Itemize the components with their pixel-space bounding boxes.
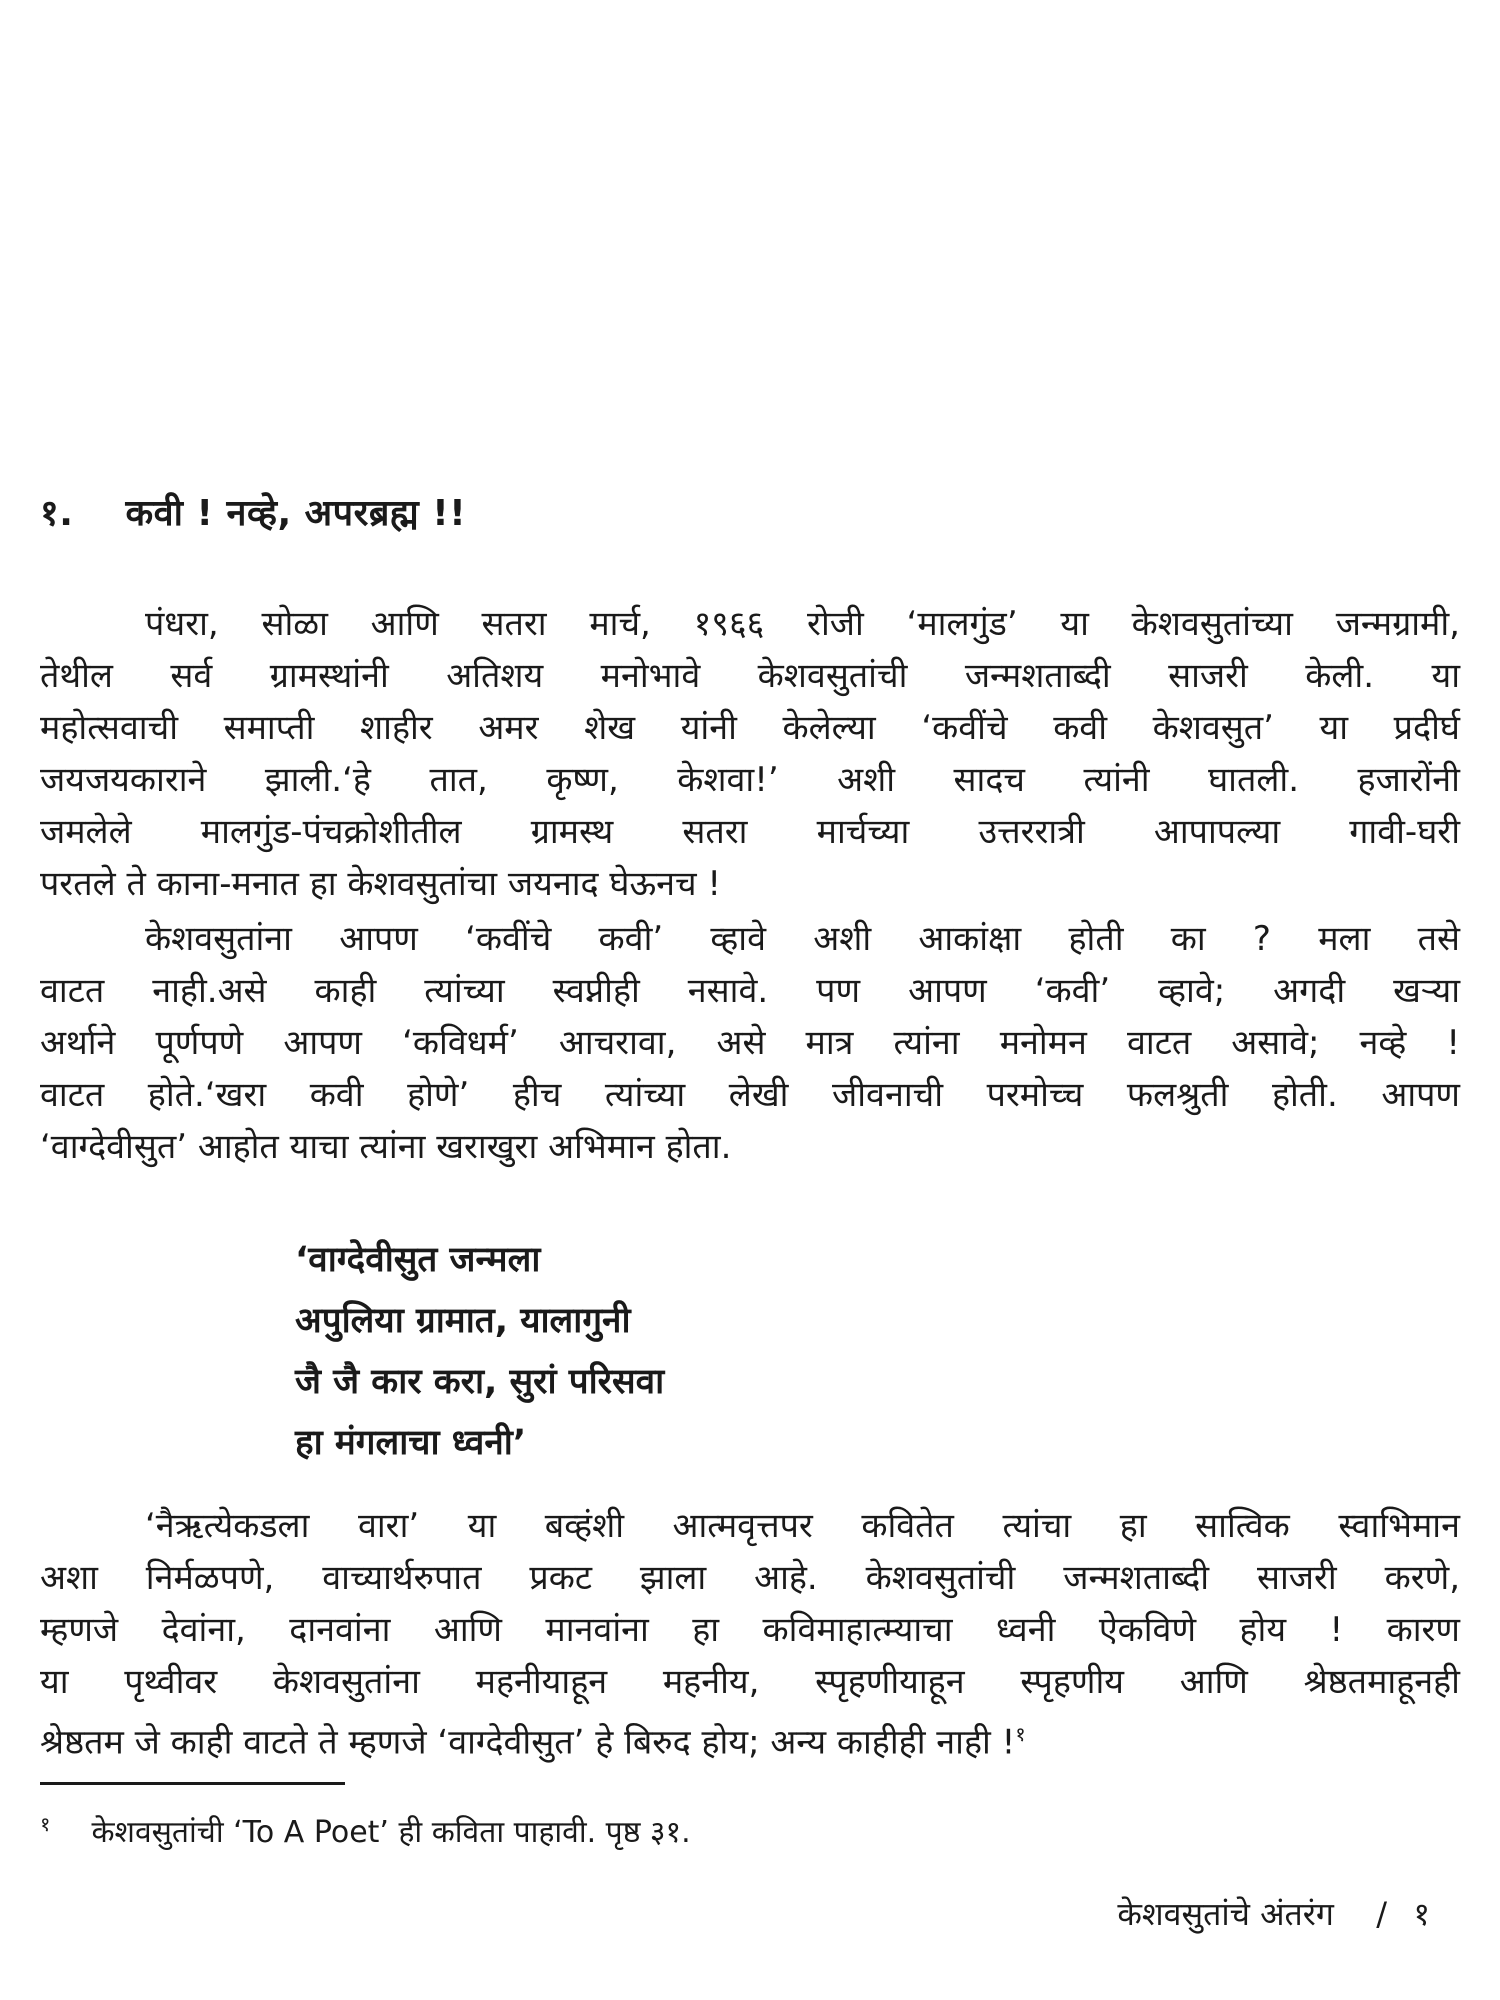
chapter-title: कवी ! नव्हे, अपरब्रह्म !! (125, 493, 467, 534)
footer-book-title: केशवसुतांचे अंतरंग (1117, 1895, 1334, 1933)
paragraph-line: या पृथ्वीवर केशवसुतांना महनीयाहून महनीय, स्पृहणीयाहून स्पृहणीय आणि श्रेष्ठतमाहूनही (40, 1662, 1460, 1702)
paragraph-line: वाटत नाही.असे काही त्यांच्या स्वप्नीही नसावे. पण आपण ‘कवी’ व्हावे; अगदी खऱ्या (40, 971, 1460, 1011)
footer-page-number: १ (1413, 1895, 1430, 1933)
chapter-heading (40, 487, 466, 536)
paragraph-line: ‘नैऋत्येकडला वारा’ या बव्हंशी आत्मवृत्तपर कवितेत त्यांचा हा सात्विक स्वाभिमान (145, 1506, 1460, 1546)
paragraph-line: जमलेले मालगुंड-पंचक्रोशीतील ग्रामस्थ सतरा मार्चच्या उत्तररात्री आपापल्या गावी-घरी (40, 812, 1460, 852)
paragraph-line-with-footnote (40, 1708, 1460, 1768)
poem-quote (295, 1230, 664, 1474)
paragraph-line: पंधरा, सोळा आणि सतरा मार्च, १९६६ रोजी ‘मालगुंड’ या केशवसुतांच्या जन्मग्रामी, (145, 604, 1460, 644)
paragraph-2 (40, 913, 1460, 1173)
paragraph-3 (40, 1500, 1460, 1768)
footnote-divider (40, 1782, 345, 1785)
paragraph-line: अर्थाने पूर्णपणे आपण ‘कविधर्म’ आचरावा, असे मात्र त्यांना मनोमन वाटत असावे; नव्हे ! (40, 1023, 1460, 1063)
book-page (40, 0, 1460, 2000)
poem-line: हा मंगलाचा ध्वनी’ (295, 1423, 527, 1463)
paragraph-line: वाटत होते.‘खरा कवी होणे’ हीच त्यांच्या लेखी जीवनाची परमोच्च फलश्रुती होती. आपण (40, 1075, 1460, 1115)
paragraph-line: अशा निर्मळपणे, वाच्यार्थरुपात प्रकट झाला आहे. केशवसुतांची जन्मशताब्दी साजरी करणे, (40, 1558, 1460, 1598)
footer-separator: / (1376, 1895, 1388, 1933)
paragraph-line: परतले ते काना-मनात हा केशवसुतांचा जयनाद घेऊनच ! (40, 864, 722, 904)
poem-line: जै जै कार करा, सुरां परिसवा (295, 1362, 665, 1402)
paragraph-line: जयजयकाराने झाली.‘हे तात, कृष्ण, केशवा!’ अशी सादच त्यांनी घातली. हजारोंनी (40, 760, 1460, 800)
running-footer (1117, 1892, 1430, 1935)
footnote-text: केशवसुतांची ‘To A Poet’ ही कविता पाहावी. पृष्ठ ३१. (91, 1815, 691, 1850)
footnote-reference-mark[interactable]: १ (1015, 1722, 1026, 1746)
chapter-number: १. (40, 493, 74, 534)
poem-line: ‘वाग्देवीसुत जन्मला (295, 1240, 541, 1280)
paragraph-line: महोत्सवाची समाप्ती शाहीर अमर शेख यांनी केलेल्या ‘कवींचे कवी केशवसुत’ या प्रदीर्घ (40, 708, 1460, 748)
paragraph-line: केशवसुतांना आपण ‘कवींचे कवी’ व्हावे अशी आकांक्षा होती का ? मला तसे (145, 919, 1460, 959)
footnote (40, 1810, 691, 1851)
paragraph-line: तेथील सर्व ग्रामस्थांनी अतिशय मनोभावे केशवसुतांची जन्मशताब्दी साजरी केली. या (40, 656, 1460, 696)
paragraph-line-text: श्रेष्ठतम जे काही वाटते ते म्हणजे ‘वाग्देवीसुत’ हे बिरुद होय; अन्य काहीही नाही ! (40, 1722, 1016, 1763)
footnote-mark: १ (40, 1812, 51, 1836)
poem-line: अपुलिया ग्रामात, यालागुनी (295, 1301, 631, 1341)
paragraph-line: म्हणजे देवांना, दानवांना आणि मानवांना हा कविमाहात्म्याचा ध्वनी ऐकविणे होय ! कारण (40, 1610, 1460, 1650)
paragraph-line: ‘वाग्देवीसुत’ आहोत याचा त्यांना खराखुरा अभिमान होता. (40, 1127, 732, 1167)
paragraph-1 (40, 598, 1460, 910)
